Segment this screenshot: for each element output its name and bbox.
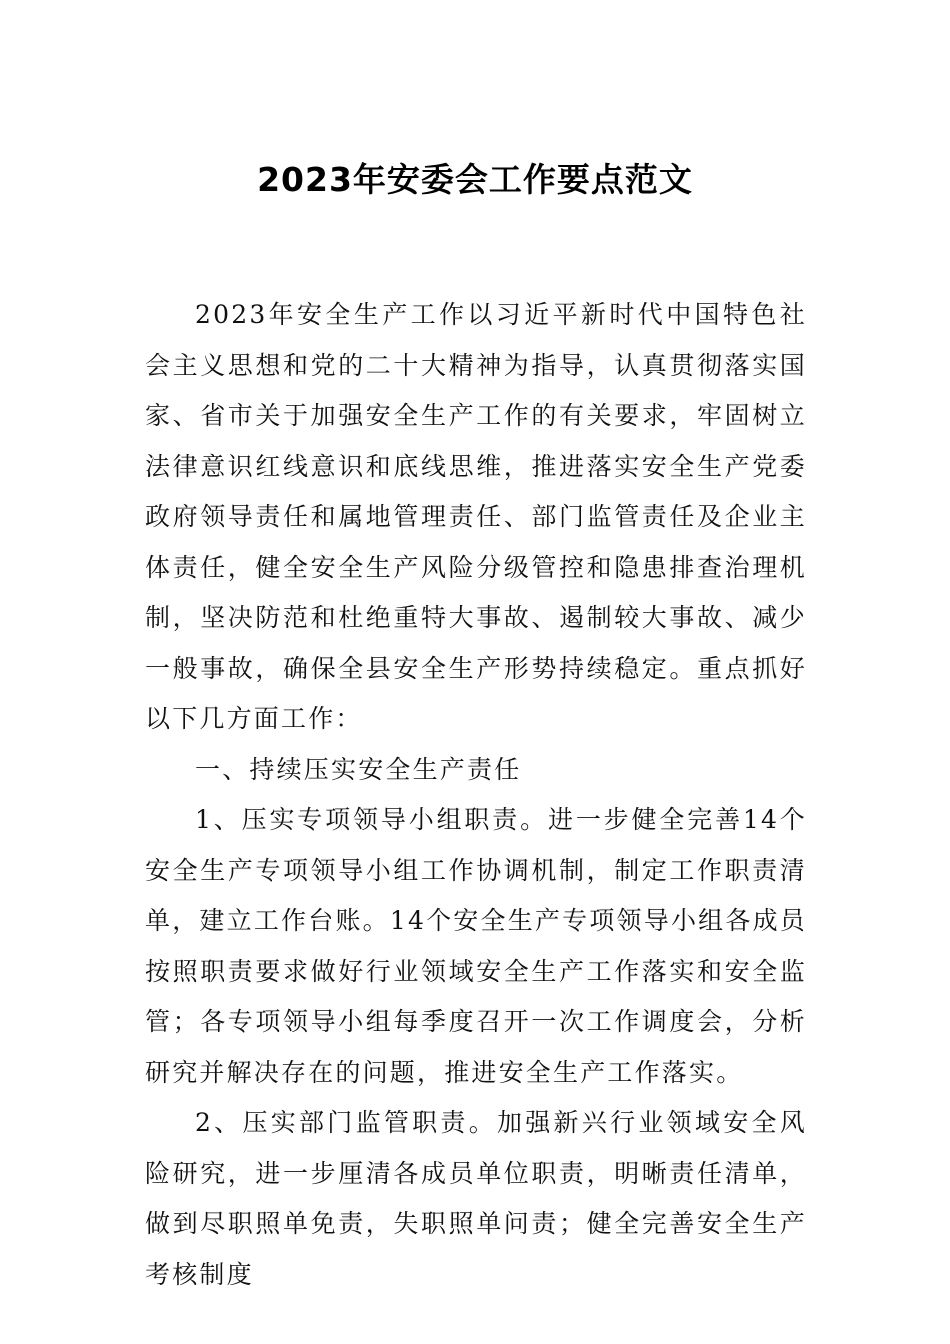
document-title: 2023年安委会工作要点范文 (257, 160, 693, 199)
section-heading-1: 一、持续压实安全生产责任 (195, 754, 522, 784)
item-paragraph-2: 2、压实部门监管职责。加强新兴行业领域安全风险研究，进一步厘清各成员单位职责，明晰责任清单，做到尽职照单免责，失职照单问责；健全完善安全生产考核制度 (145, 1108, 807, 1289)
document-body (145, 290, 807, 1300)
intro-paragraph: 2023年安全生产工作以习近平新时代中国特色社会主义思想和党的二十大精神为指导，认真贯彻落实国家、省市关于加强安全生产工作的有关要求，牢固树立法律意识红线意识和底线思维，推进落实安全生产党委政府领导责任和属地管理责任、部门监管责任及企业主体责任，健全安全生产风险分级管控和隐患排查治理机制，坚决防范和杜绝重特大事故、遏制较大事故、减少一般事故，确保全县安全生产形势持续稳定。重点抓好以下几方面工作： (145, 300, 807, 733)
item-paragraph-1: 1、压实专项领导小组职责。进一步健全完善14个安全生产专项领导小组工作协调机制，制定工作职责清单，建立工作台账。14个安全生产专项领导小组各成员按照职责要求做好行业领域安全生产工作落实和安全监管；各专项领导小组每季度召开一次工作调度会，分析研究并解决存在的问题，推进安全生产工作落实。 (145, 805, 807, 1087)
